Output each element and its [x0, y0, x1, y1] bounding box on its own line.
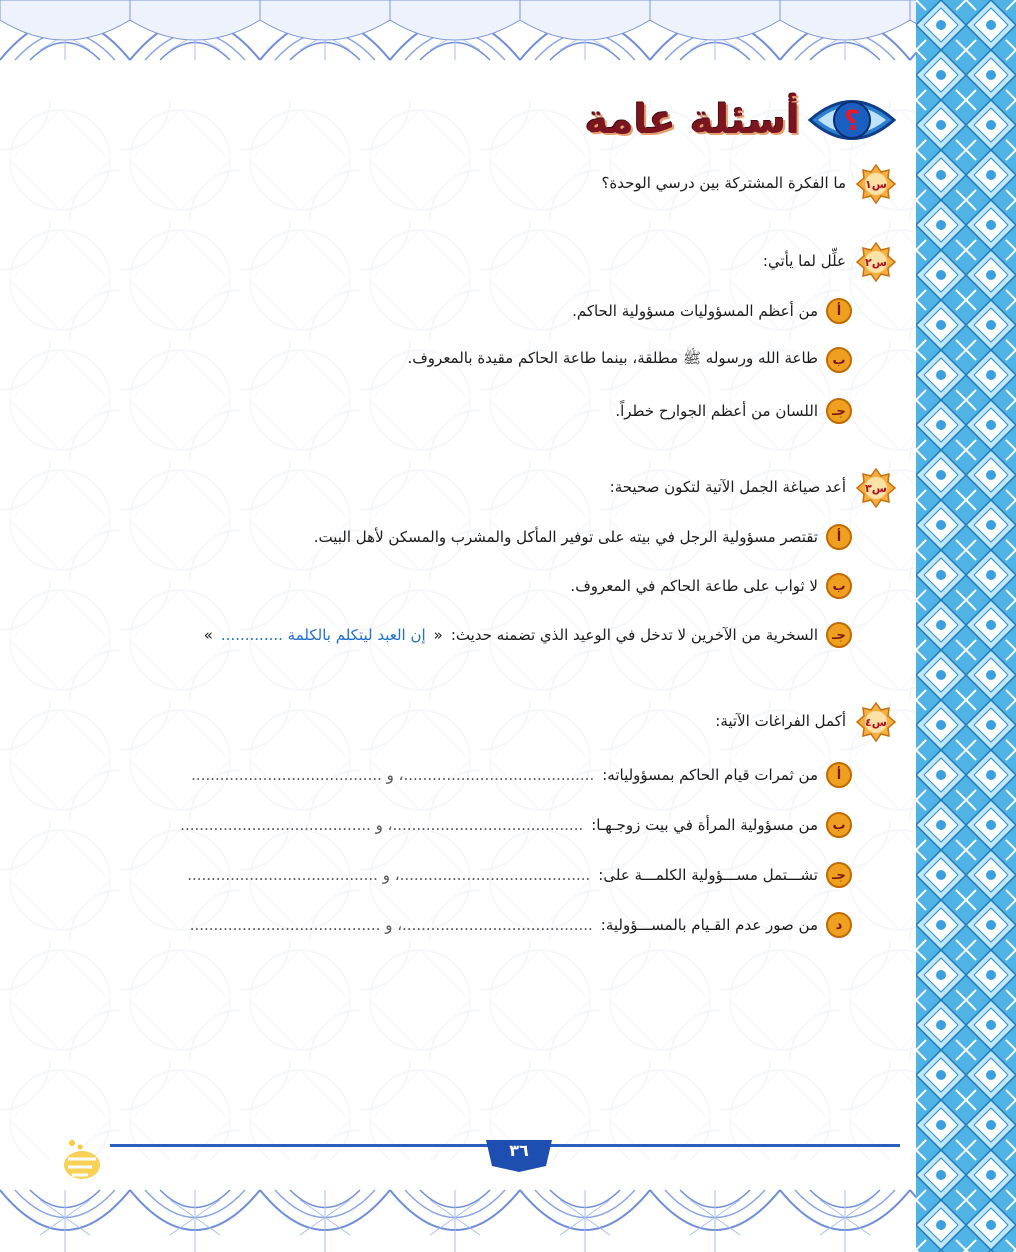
letter-badge: ب — [826, 347, 852, 373]
fill-blank: ........................................، و ........................................ — [180, 816, 584, 834]
item-text: لا ثواب على طاعة الحاكم في المعروف. — [570, 577, 818, 595]
list-item — [204, 622, 852, 648]
fill-blank: ........................................، و ........................................ — [187, 866, 591, 884]
letter-badge: ب — [826, 573, 852, 599]
list-item — [314, 524, 852, 550]
fill-blank: ........................................، و ........................................ — [191, 766, 595, 784]
letter-badge: د — [826, 912, 852, 938]
section-header — [585, 85, 898, 155]
item-text: من مسؤولية المرأة في بيت زوجـهـا: — [591, 816, 818, 834]
list-item — [407, 347, 852, 373]
item-text: من صور عدم القـيام بالمســـؤولية: — [600, 916, 818, 934]
question-1-text: ما الفكرة المشتركة بين درسي الوحدة؟ — [601, 174, 846, 192]
bottom-ornament — [0, 1160, 920, 1252]
item-text: السخرية من الآخرين لا تدخل في الوعيد الذي تضمنه حديث: — [450, 626, 818, 644]
letter-badge: أ — [826, 762, 852, 788]
list-item — [180, 812, 852, 838]
page-title: أسئلة عامة — [584, 97, 800, 143]
list-item — [190, 912, 852, 938]
question-4-text: أكمل الفراغات الآتية: — [715, 712, 846, 730]
fill-blank: ........................................، و ........................................ — [189, 916, 593, 934]
list-item — [187, 862, 852, 888]
item-text: تقتصر مسؤولية الرجل في بيته على توفير المأكل والمشرب والمسكن لأهل البيت. — [313, 528, 818, 546]
letter-badge: جـ — [826, 622, 852, 648]
letter-badge: جـ — [826, 862, 852, 888]
right-ornament — [916, 0, 1016, 1252]
question-badge-3: س٣ — [856, 468, 896, 508]
question-badge-4: س٤ — [856, 702, 896, 742]
item-text: اللسان من أعظم الجوارح خطراً. — [615, 402, 818, 420]
hadith-text: إن العبد ليتكلم بالكلمة ............. — [220, 626, 426, 644]
letter-badge: أ — [826, 524, 852, 550]
publisher-logo — [58, 1135, 106, 1187]
list-item — [191, 762, 852, 788]
question-badge-1: س١ — [856, 164, 896, 204]
list-item — [615, 398, 852, 424]
letter-badge: جـ — [826, 398, 852, 424]
quote-open: « — [433, 626, 443, 644]
item-text: من ثمرات قيام الحاكم بمسؤولياته: — [602, 766, 818, 784]
svg-text:؟: ؟ — [843, 104, 861, 137]
letter-badge: ب — [826, 812, 852, 838]
item-text: طاعة الله ورسوله ﷺ مطلقة، بينما طاعة الحاكم مقيدة بالمعروف. — [407, 349, 818, 367]
page-number: ٣٦ — [509, 1141, 529, 1160]
letter-badge: أ — [826, 298, 852, 324]
question-badge-2: س٢ — [856, 242, 896, 282]
question-eye-icon — [806, 89, 898, 151]
list-item — [572, 298, 852, 324]
quote-close: » — [203, 626, 213, 644]
question-2-text: علِّل لما يأتي: — [762, 252, 846, 270]
item-text: تشـــتمل مســـؤولية الكلمـــة على: — [598, 866, 818, 884]
question-3-text: أعد صياغة الجمل الآتية لتكون صحيحة: — [609, 478, 846, 496]
item-text: من أعظم المسؤوليات مسؤولية الحاكم. — [572, 302, 818, 320]
list-item — [570, 573, 852, 599]
